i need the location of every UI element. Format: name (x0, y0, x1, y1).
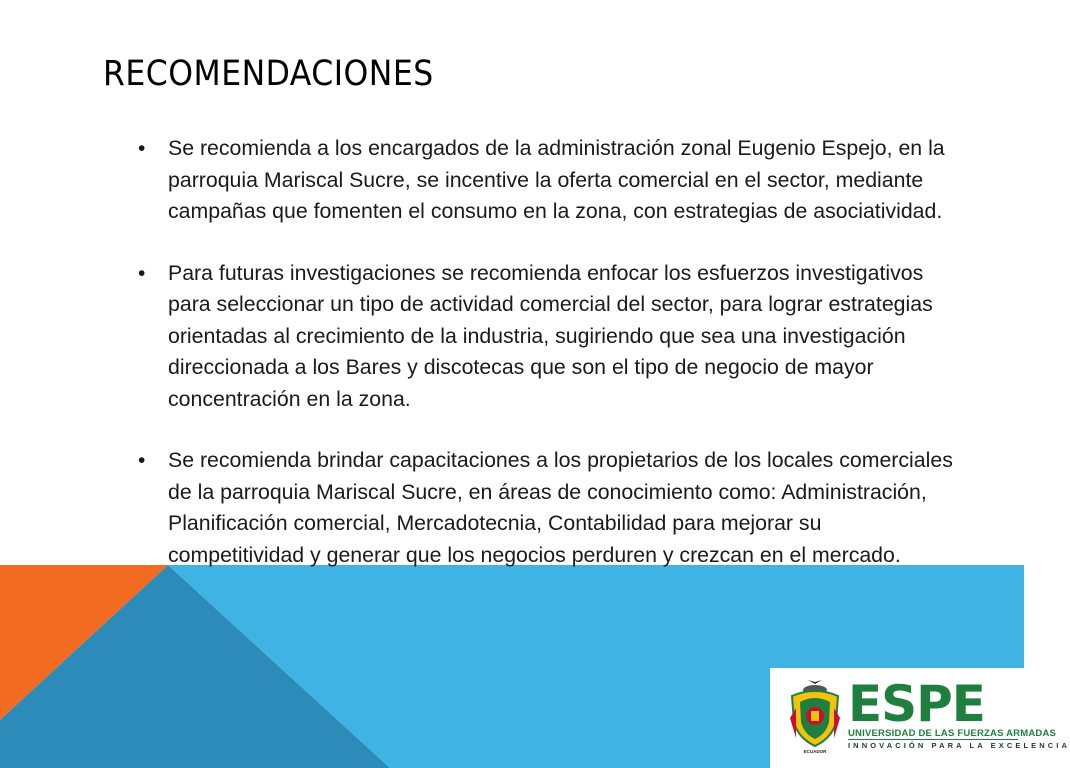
bullet-text: Se recomienda a los encargados de la administración zonal Eugenio Espejo, en la parroquia Mariscal Sucre, se incentive la oferta comercial en el sector, mediante campañas que fomenten el consumo en la zona, con estrategias de asociatividad. (168, 136, 945, 223)
espe-crest-icon (786, 678, 844, 758)
bullet-marker: • (138, 261, 146, 285)
bullet-text: Se recomienda brindar capacitaciones a los propietarios de los locales comerciales de la parroquia Mariscal Sucre, en áreas de conocimiento como: Administración, Planificación comercial, Mercadotecnia, Contabilidad para mejorar su competitividad y generar que los negocios perduren y crezcan en el mercado. (168, 448, 953, 567)
bullet-marker: • (138, 137, 146, 160)
bullet-list (138, 133, 958, 601)
bullet-text: Para futuras investigaciones se recomienda enfocar los esfuerzos investigativos para seleccionar un tipo de actividad comercial del sector, para lograr estrategias orientadas al crecimiento de la industria, sugiriendo que sea una investigación direccionada a los Bares y discotecas que son el tipo de negocio de mayor concentración en la zona. (168, 260, 933, 411)
bullet-item (138, 258, 958, 416)
university-motto: INNOVACIÓN PARA LA EXCELENCIA (848, 741, 1070, 750)
slide-title: RECOMENDACIONES (103, 54, 434, 94)
university-name: UNIVERSIDAD DE LAS FUERZAS ARMADAS (848, 728, 1057, 739)
espe-wordmark: ESPE (848, 675, 985, 733)
logo-divider (848, 739, 1018, 740)
bullet-item (138, 445, 958, 571)
bullet-marker: • (138, 449, 146, 472)
crest-caption: ECUADOR (803, 749, 827, 754)
espe-logo (786, 675, 1070, 758)
bullet-item (138, 133, 958, 228)
